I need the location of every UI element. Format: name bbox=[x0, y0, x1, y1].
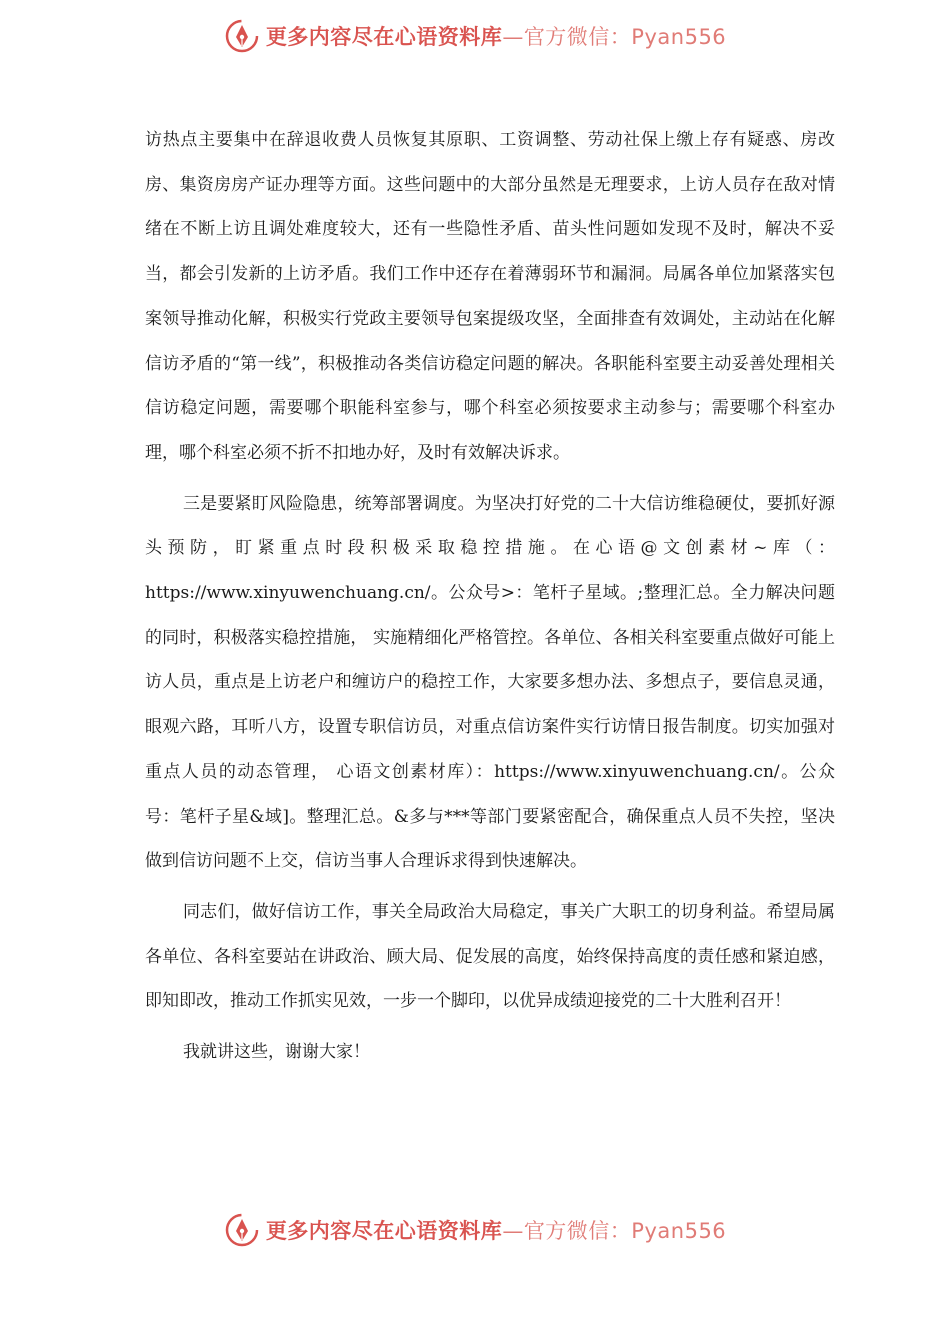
paragraph-2: 三是要紧盯风险隐患，统筹部署调度。为坚决打好党的二十大信访维稳硬仗，要抓好源头预防，盯紧重点时段积极采取稳控措施。在心语@文创素材~库（：https://www.xinyuwenchuang.cn/。公众号>：笔杆子星域。;整理汇总。全力解决问题的同时，积极落实稳控措施， 实施精细化严格管控。各单位、各相关科室要重点做好可能上访人员，重点是上访老户和缠访户的稳控工作，大家要多想办法、多想点子，要信息灵通，眼观六路，耳听八方，设置专职信访员，对重点信访案件实行访情日报告制度。切实加强对重点人员的动态管理， 心语文创素材库）：https://www.xinyuwenchuang.cn/。公众号：笔杆子星&域]。整理汇总。&多与***等部门要紧密配合，确保重点人员不失控，坚决做到信访问题不上交，信访当事人合理诉求得到快速解决。 bbox=[145, 493, 835, 872]
banner-sub-text: —官方微信：Pyan556 bbox=[502, 1219, 727, 1243]
paragraph-3: 同志们，做好信访工作，事关全局政治大局稳定，事关广大职工的切身利益。希望局属各单位、各科室要站在讲政治、顾大局、促发展的高度，始终保持高度的责任感和紧迫感，即知即改，推动工作抓实见效，一步一个脚印，以优异成绩迎接党的二十大胜利召开！ bbox=[145, 901, 835, 1012]
banner-sub-text: —官方微信：Pyan556 bbox=[502, 25, 727, 49]
header-banner bbox=[0, 14, 950, 58]
footer-banner bbox=[0, 1208, 950, 1252]
banner-main-text: 更多内容尽在心语资料库 bbox=[265, 1219, 503, 1243]
pen-nib-logo-icon bbox=[224, 18, 260, 54]
pen-nib-logo-icon bbox=[224, 1212, 260, 1248]
banner-main-text: 更多内容尽在心语资料库 bbox=[265, 25, 503, 49]
paragraph-4: 我就讲这些，谢谢大家！ bbox=[183, 1042, 370, 1063]
document-body bbox=[145, 118, 835, 1075]
paragraph-1: 访热点主要集中在辞退收费人员恢复其原职、工资调整、劳动社保上缴上存有疑惑、房改房、集资房房产证办理等方面。这些问题中的大部分虽然是无理要求，上访人员存在敌对情绪在不断上访且调处难度较大，还有一些隐性矛盾、苗头性问题如发现不及时，解决不妥当，都会引发新的上访矛盾。我们工作中还存在着薄弱环节和漏洞。局属各单位加紧落实包案领导推动化解，积极实行党政主要领导包案提级攻坚，全面排查有效调处，主动站在化解信访矛盾的“第一线”，积极推动各类信访稳定问题的解决。各职能科室要主动妥善处理相关信访稳定问题，需要哪个职能科室参与，哪个科室必须按要求主动参与；需要哪个科室办理，哪个科室必须不折不扣地办好，及时有效解决诉求。 bbox=[145, 130, 835, 463]
